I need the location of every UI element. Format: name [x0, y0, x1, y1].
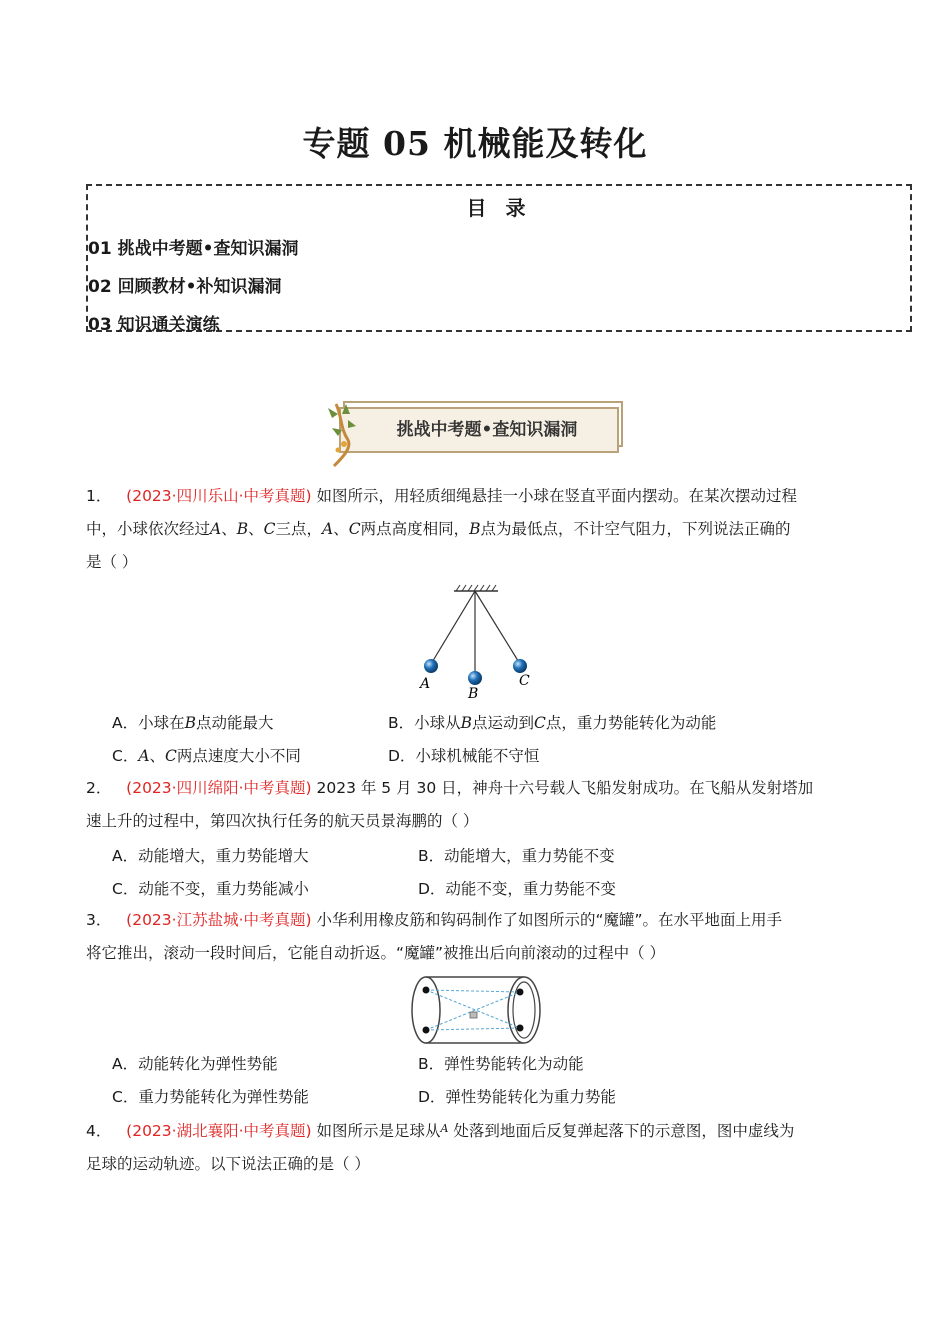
question-source: (2023·湖北襄阳·中考真题) — [126, 1122, 312, 1140]
question-2-line-2: 速上升的过程中，第四次执行任务的航天员景海鹏的（ ） — [86, 812, 479, 830]
option-1d[interactable]: D．小球机械能不守恒 — [388, 747, 540, 765]
page-title: 专题 05 机械能及转化 — [302, 124, 648, 163]
option-3c[interactable]: C．重力势能转化为弹性势能 — [112, 1088, 309, 1106]
option-2a[interactable]: A．动能增大，重力势能增大 — [112, 847, 309, 865]
section-banner-label: 挑战中考题•查知识漏洞 — [396, 420, 578, 440]
table-of-contents — [86, 184, 912, 335]
option-3b[interactable]: B．弹性势能转化为动能 — [418, 1055, 584, 1073]
question-3-line-1: 3． (2023·江苏盐城·中考真题) 小华利用橡皮筋和钩码制作了如图所示的“魔罐”。在水平地面上用手 — [86, 911, 783, 929]
toc-item-1[interactable]: 01 挑战中考题•查知识漏洞 — [88, 239, 299, 259]
ball-a — [424, 659, 438, 673]
toc-item-3[interactable]: 03 知识通关演练 — [88, 315, 220, 335]
toc-heading: 目 录 — [466, 196, 532, 220]
option-2b[interactable]: B．动能增大，重力势能不变 — [418, 847, 615, 865]
question-1-line-1: 1． (2023·四川乐山·中考真题) 如图所示，用轻质细绳悬挂一小球在竖直平面内摆动。在某次摆动过程 — [86, 487, 798, 505]
ball-b — [468, 671, 482, 685]
question-4-line-2: 足球的运动轨迹。以下说法正确的是（ ） — [86, 1155, 370, 1173]
question-1 — [86, 480, 876, 579]
question-3 — [86, 904, 876, 970]
option-2c[interactable]: C．动能不变，重力势能减小 — [112, 880, 309, 898]
question-source: (2023·四川绵阳·中考真题) — [126, 779, 312, 797]
magic-can-figure — [408, 974, 542, 1046]
question-source: (2023·江苏盐城·中考真题) — [126, 911, 312, 929]
question-4 — [86, 1112, 876, 1181]
question-4-line-1: 4． (2023·湖北襄阳·中考真题) 如图所示是足球从$^A$ 处落到地面后反复弹起落下的示意图，图中虚线为 — [86, 1122, 795, 1140]
question-2 — [86, 772, 876, 838]
section-banner — [318, 398, 626, 470]
question-1-line-2: 中，小球依次经过A、B、C三点，A、C两点高度相同，B点为最低点，不计空气阻力，下列说法正确的 — [86, 520, 791, 538]
toc-item-2[interactable]: 02 回顾教材•补知识漏洞 — [88, 277, 282, 297]
option-1a[interactable]: A．小球在B点动能最大 — [112, 714, 274, 732]
option-2d[interactable]: D．动能不变，重力势能不变 — [418, 880, 616, 898]
pendulum-figure — [410, 584, 540, 702]
ball-c — [513, 659, 527, 673]
label-a: A — [420, 676, 431, 692]
option-3a[interactable]: A．动能转化为弹性势能 — [112, 1055, 278, 1073]
label-c: C — [519, 673, 530, 689]
option-1b[interactable]: B．小球从B点运动到C点，重力势能转化为动能 — [388, 714, 717, 732]
label-b: B — [468, 686, 479, 702]
question-2-line-1: 2． (2023·四川绵阳·中考真题) 2023 年 5 月 30 日，神舟十六号载人飞船发射成功。在飞船从发射塔加 — [86, 779, 814, 797]
option-3d[interactable]: D．弹性势能转化为重力势能 — [418, 1088, 616, 1106]
question-source: (2023·四川乐山·中考真题) — [126, 487, 312, 505]
weight-icon — [470, 1012, 477, 1018]
option-1c[interactable]: C．A、C两点速度大小不同 — [112, 747, 301, 765]
question-3-line-2: 将它推出，滚动一段时间后，它能自动折返。“魔罐”被推出后向前滚动的过程中（ ） — [86, 944, 665, 962]
question-1-line-3: 是（ ） — [86, 553, 138, 571]
